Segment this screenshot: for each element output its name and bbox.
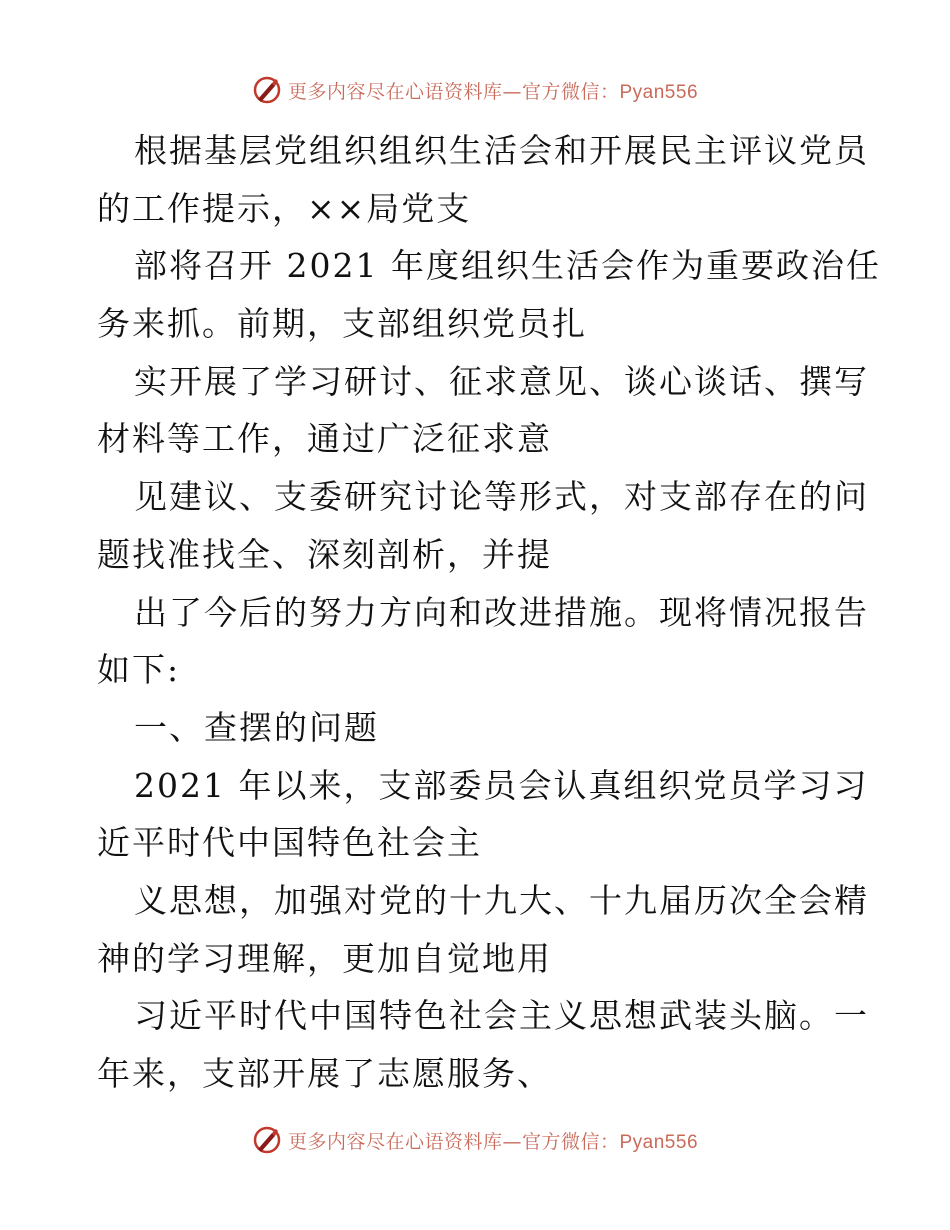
header-watermark (0, 70, 950, 110)
text-line: 材料等工作，通过广泛征求意 (97, 419, 552, 459)
text-line: 见建议、支委研究讨论等形式，对支部存在的问 (134, 477, 869, 517)
document-body (97, 122, 881, 1103)
text-line: 2021 年以来，支部委员会认真组织党员学习习 (134, 765, 869, 805)
text-line: 务来抓。前期，支部组织党员扎 (97, 304, 587, 344)
pen-logo-icon (252, 75, 282, 105)
text-line: 近平时代中国特色社会主 (97, 823, 482, 863)
pen-logo-icon (252, 1125, 282, 1155)
text-line: 部将召开 2021 年度组织生活会作为重要政治任 (134, 246, 881, 286)
footer-watermark (0, 1120, 950, 1160)
watermark-text: 更多内容尽在心语资料库—官方微信：Pyan556 (287, 80, 699, 103)
text-line: 实开展了学习研讨、征求意见、谈心谈话、撰写 (134, 361, 869, 401)
text-line: 习近平时代中国特色社会主义思想武装头脑。一 (134, 996, 869, 1036)
text-line: 出了今后的努力方向和改进措施。现将情况报告 (134, 592, 869, 632)
text-line: 根据基层党组织组织生活会和开展民主评议党员 (134, 131, 869, 170)
text-line: 题找准找全、深刻剖析，并提 (97, 534, 552, 574)
text-line: 的工作提示，××局党支 (97, 188, 472, 228)
text-line: 年来，支部开展了志愿服务、 (97, 1054, 552, 1093)
text-line: 神的学习理解，更加自觉地用 (97, 938, 552, 978)
watermark-text: 更多内容尽在心语资料库—官方微信：Pyan556 (287, 1130, 699, 1153)
section-heading: 一、查摆的问题 (134, 707, 379, 747)
text-line: 义思想，加强对党的十九大、十九届历次全会精 (134, 880, 869, 920)
text-line: 如下: (97, 650, 181, 690)
